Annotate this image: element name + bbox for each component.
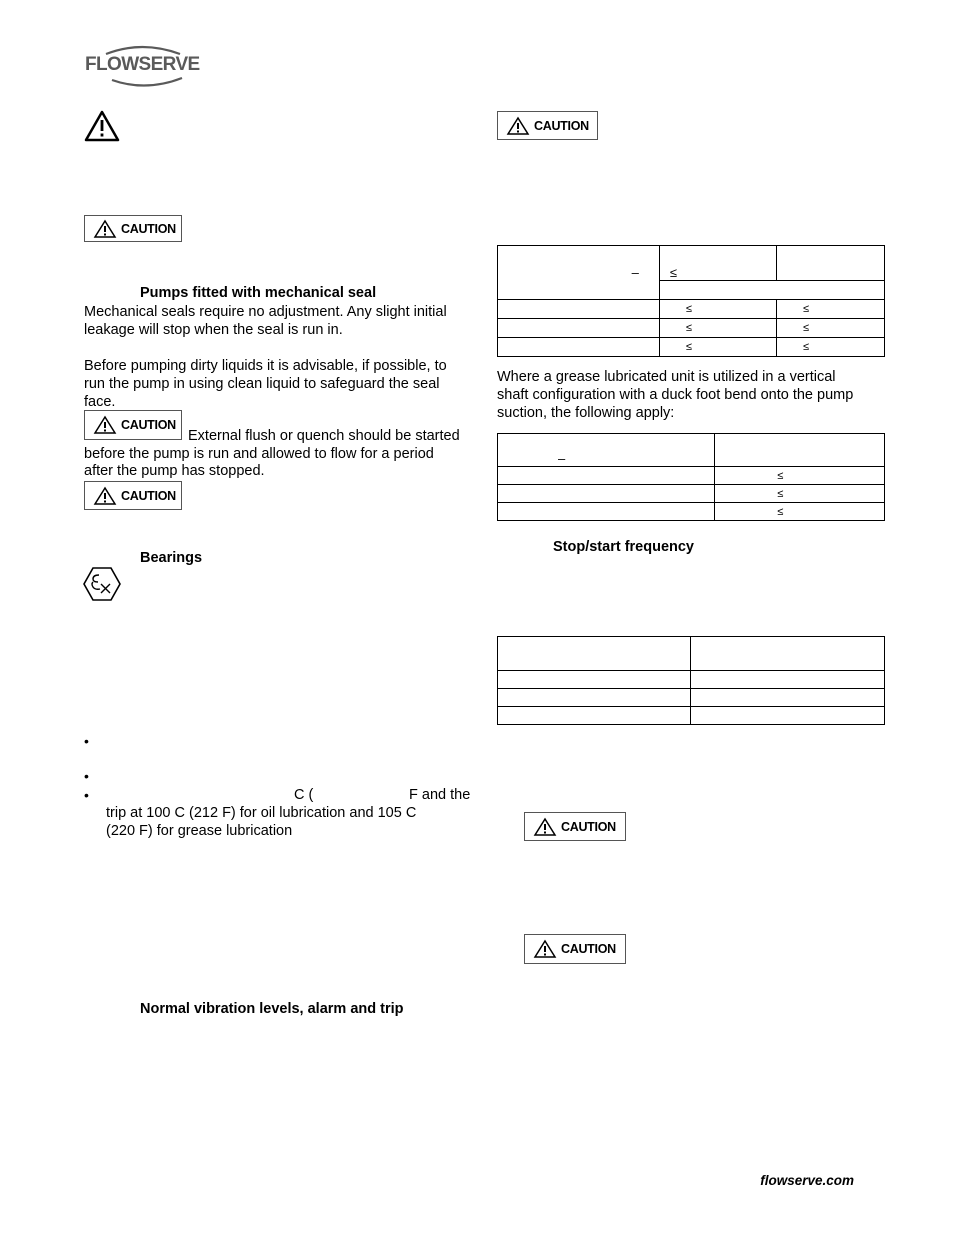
table-cell [659, 319, 776, 338]
table-cell [498, 300, 660, 319]
caution-badge [84, 215, 182, 242]
caution-badge [497, 111, 598, 140]
caution-label: CAUTION [121, 418, 176, 432]
table-row [498, 503, 885, 521]
caution-label: CAUTION [561, 819, 616, 834]
caution-label: CAUTION [121, 221, 176, 236]
caution-label: CAUTION [561, 942, 616, 956]
table-cell [659, 338, 776, 357]
dirty-line-3: face. [84, 394, 116, 410]
le-symbol: ≤ [802, 322, 809, 334]
bullet3-line-3: (220 F) for grease lubrication [106, 823, 293, 839]
le-symbol: ≤ [802, 303, 809, 315]
bullet-icon: • [84, 733, 89, 749]
bullet3-fragment-c: C ( [294, 787, 314, 803]
table-cell [659, 300, 776, 319]
le-symbol: ≤ [685, 303, 692, 315]
table-stop-start [497, 636, 885, 725]
flush-line-1: External flush or quench should be started [188, 428, 460, 444]
table-cell [776, 300, 884, 319]
bullet3-fragment-f: F and the [409, 787, 471, 803]
table-cell [659, 246, 776, 281]
table-row [498, 300, 885, 319]
dash-symbol: – [631, 265, 639, 280]
mech-seal-line-2: leakage will stop when the seal is run in. [84, 322, 343, 338]
table-cell [776, 338, 884, 357]
le-symbol: ≤ [685, 341, 692, 353]
caution-badge [524, 812, 626, 841]
footer-site: flowserve.com [760, 1173, 854, 1188]
grease-line-2: shaft configuration with a duck foot bend onto the pump [497, 387, 854, 403]
caution-triangle-icon [93, 415, 117, 435]
le-symbol: ≤ [777, 505, 784, 518]
le-symbol: ≤ [669, 265, 677, 280]
le-symbol: ≤ [777, 487, 784, 500]
bearings-heading: Bearings [140, 550, 203, 566]
stop-start-heading: Stop/start frequency [553, 539, 694, 555]
vibration-heading: Normal vibration levels, alarm and trip [140, 1001, 404, 1017]
le-symbol: ≤ [802, 341, 809, 353]
caution-badge [84, 410, 182, 440]
table-cell [498, 246, 660, 300]
table-cell [498, 338, 660, 357]
grease-line-1: Where a grease lubricated unit is utilized in a vertical [497, 369, 836, 385]
atex-ex-icon [83, 566, 121, 602]
dirty-line-1: Before pumping dirty liquids it is advisable, if possible, to [84, 358, 447, 374]
caution-triangle-icon [93, 219, 117, 239]
flush-line-3: after the pump has stopped. [84, 463, 265, 479]
table-cell [715, 485, 885, 503]
table-cell [498, 671, 691, 689]
bullet-icon: • [84, 787, 89, 803]
table-cell [776, 319, 884, 338]
table-cell [691, 707, 885, 725]
bullet-icon: • [84, 768, 89, 784]
table-cell [498, 485, 715, 503]
caution-triangle-icon [506, 116, 530, 136]
table-grease-limits [497, 433, 885, 521]
table-cell [498, 467, 715, 485]
flush-line-2: before the pump is run and allowed to flow for a period [84, 446, 434, 462]
table-row [498, 338, 885, 357]
table-cell [691, 689, 885, 707]
table-cell [498, 707, 691, 725]
table-cell [498, 319, 660, 338]
caution-badge [84, 481, 182, 510]
caution-badge [524, 934, 626, 964]
table-row [498, 689, 885, 707]
logo-text: FLOWSERVE [85, 54, 200, 75]
table-temperature-limits [497, 245, 885, 357]
table-cell [715, 467, 885, 485]
table-cell [498, 503, 715, 521]
mech-seal-heading: Pumps fitted with mechanical seal [140, 285, 377, 301]
table-cell [776, 246, 884, 281]
caution-triangle-icon [533, 939, 557, 959]
table-cell [691, 637, 885, 671]
warning-triangle-icon [84, 110, 120, 142]
dirty-line-2: run the pump in using clean liquid to safeguard the seal [84, 376, 440, 392]
table-row [498, 319, 885, 338]
mech-seal-line-1: Mechanical seals require no adjustment. Any slight initial [84, 304, 447, 320]
table-cell [498, 434, 715, 467]
table-cell [715, 434, 885, 467]
table-cell [498, 689, 691, 707]
caution-label: CAUTION [121, 488, 176, 503]
le-symbol: ≤ [777, 469, 784, 482]
table-cell [715, 503, 885, 521]
table-row [498, 485, 885, 503]
table-cell [659, 281, 884, 300]
table-cell [691, 671, 885, 689]
caution-label: CAUTION [534, 118, 589, 133]
caution-triangle-icon [533, 817, 557, 837]
table-row [498, 467, 885, 485]
bullet3-line-2: trip at 100 C (212 F) for oil lubrication and 105 C [106, 805, 417, 821]
flowserve-logo [84, 42, 200, 88]
table-cell [498, 637, 691, 671]
caution-triangle-icon [93, 486, 117, 506]
table-row [498, 671, 885, 689]
le-symbol: ≤ [685, 322, 692, 334]
table-row [498, 707, 885, 725]
grease-line-3: suction, the following apply: [497, 405, 675, 421]
dash-symbol: – [558, 451, 566, 466]
